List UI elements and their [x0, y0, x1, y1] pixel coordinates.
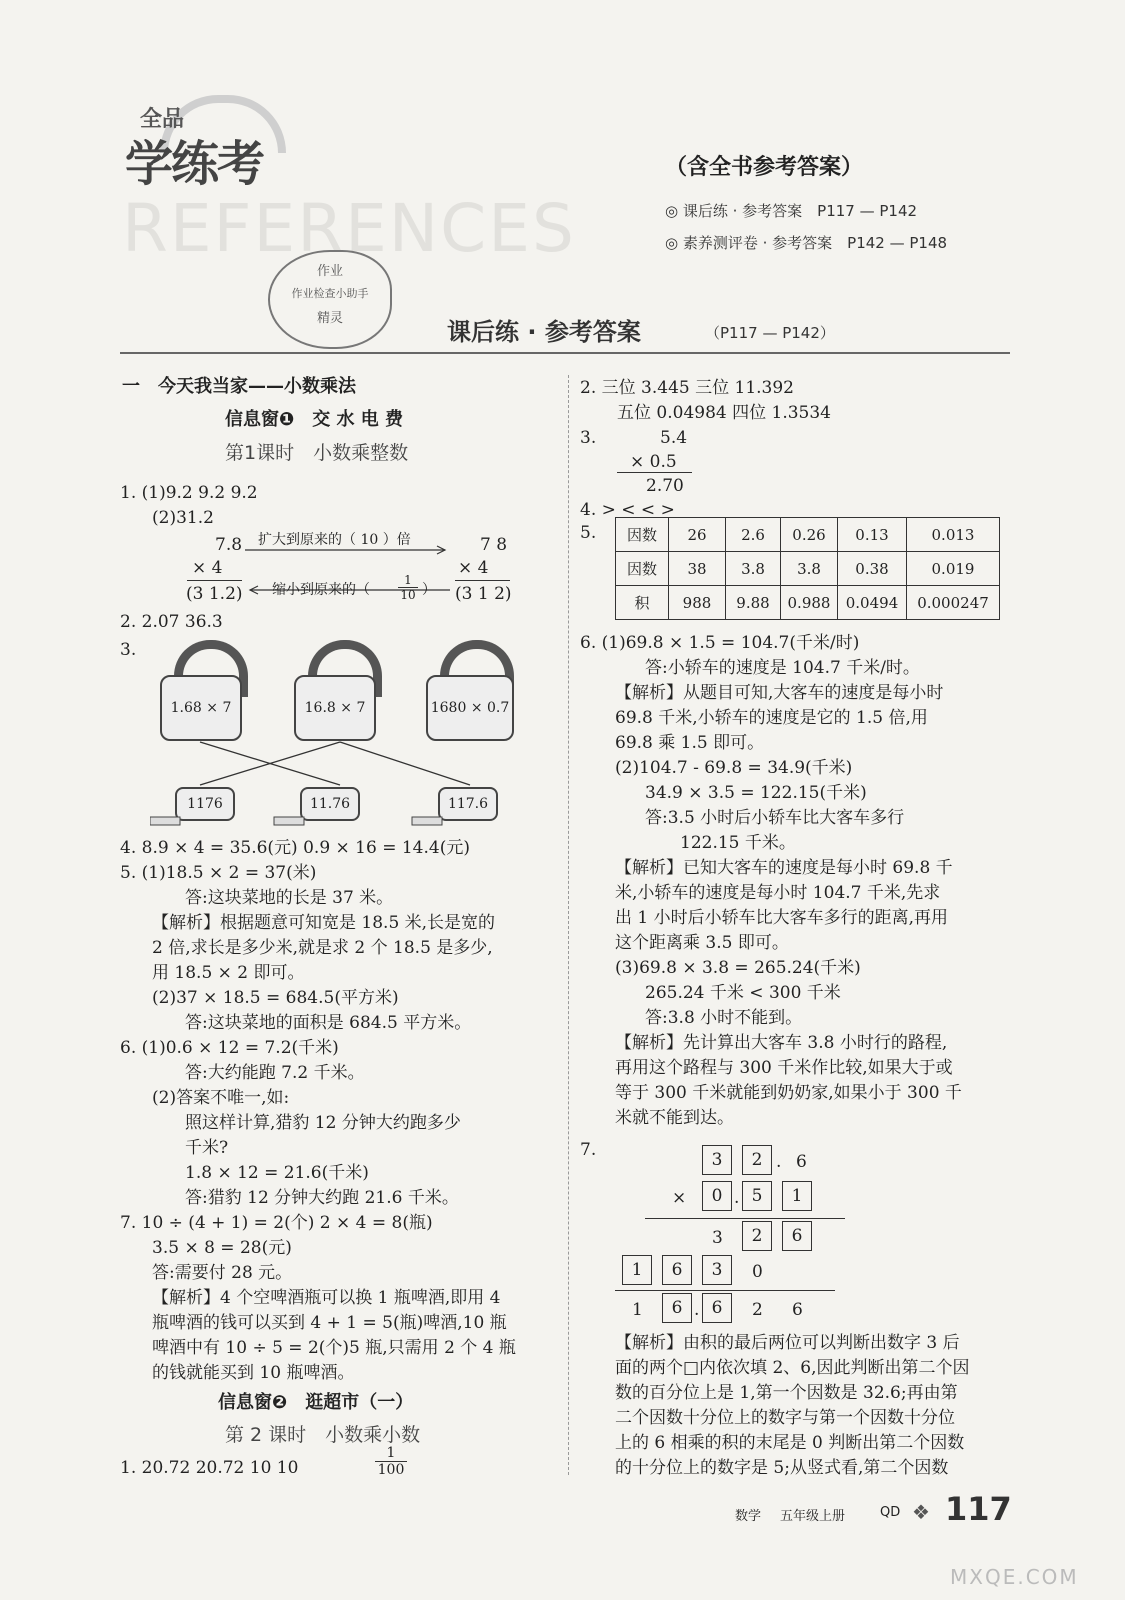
- q6-line: 照这样计算,猎豹 12 分钟大约跑多少: [185, 1113, 461, 1133]
- r-q7-expl: 面的两个□内依次填 2、6,因此判断出第二个因: [615, 1358, 970, 1378]
- q7-line: 【解析】4 个空啤酒瓶可以换 1 瓶啤酒,即用 4: [152, 1288, 501, 1308]
- q6-line: 千米?: [185, 1138, 229, 1158]
- table-cell: 0.13: [838, 518, 907, 552]
- section-divider: [120, 352, 1010, 354]
- digit-text: 6: [792, 1300, 803, 1320]
- q7-line: 瓶啤酒的钱可以买到 4 + 1 = 5(瓶)啤酒,10 瓶: [152, 1313, 507, 1333]
- stamp-line2: 作业检查小助手: [291, 287, 369, 300]
- r-q6-line: 122.15 千米。: [680, 833, 796, 853]
- r-q6-line: 【解析】已知大客车的速度是每小时 69.8 千: [615, 858, 953, 878]
- digit-box: 6: [782, 1221, 812, 1251]
- lock-1: 1.68 × 7: [160, 675, 242, 741]
- stamp-line3: 精灵: [316, 311, 343, 326]
- digit-box: 1: [782, 1181, 812, 1211]
- digit-box: 3: [702, 1255, 732, 1285]
- r-q6-line: 6. (1)69.8 × 1.5 = 104.7(千米/时): [580, 633, 860, 653]
- r-q6-line: 答:3.8 小时不能到。: [645, 1008, 803, 1028]
- key-2: 11.76: [300, 787, 360, 821]
- diagram-b-rule: [455, 580, 510, 581]
- r-q7-expl: 的十分位上的数字是 5;从竖式看,第二个因数: [615, 1458, 949, 1478]
- footer-grade: 五年级上册: [780, 1509, 846, 1524]
- r-q3-label: 3.: [580, 428, 597, 448]
- q5-line: (2)37 × 18.5 = 684.5(平方米): [152, 988, 399, 1008]
- key-1: 1176: [175, 787, 235, 821]
- q5-line: 答:这块菜地的长是 37 米。: [185, 888, 394, 908]
- key-blades-icon: [150, 812, 490, 832]
- digit-box: 6: [702, 1293, 732, 1323]
- r-q6-line: 265.24 千米 < 300 千米: [645, 983, 841, 1003]
- table-cell: 38: [669, 552, 726, 586]
- digit-text: .: [734, 1188, 740, 1208]
- r-q6-line: 出 1 小时后小轿车比大客车多行的距离,再用: [615, 908, 949, 928]
- q1-part1: 1. (1)9.2 9.2 9.2: [120, 483, 258, 503]
- info-window-2: 信息窗❷ 逛超市（一）: [218, 1392, 414, 1413]
- stamp-line1: 作业: [316, 264, 343, 279]
- diagram-a1: 7.8: [215, 535, 243, 555]
- diagram-a2: × 4: [192, 558, 223, 578]
- q5-line: 【解析】根据题意可知宽是 18.5 米,长是宽的: [152, 913, 496, 933]
- table-cell: 积: [616, 586, 669, 620]
- info-window-1: 信息窗❶ 交 水 电 费: [225, 409, 404, 430]
- lesson2-fraction: [375, 1445, 407, 1478]
- matching-lines: [160, 740, 520, 790]
- q7-line: 啤酒中有 10 ÷ 5 = 2(个)5 瓶,只需用 2 个 4 瓶: [152, 1338, 516, 1358]
- unit-title: 一 今天我当家——小数乘法: [122, 376, 356, 397]
- r-q3-b: × 0.5: [630, 452, 677, 472]
- q6-line: 1.8 × 12 = 21.6(千米): [185, 1163, 369, 1183]
- r-q6-line: 米就不能到达。: [615, 1108, 734, 1128]
- digit-text: 6: [796, 1152, 807, 1172]
- digit-box: 6: [662, 1255, 692, 1285]
- column-divider: [568, 375, 570, 1475]
- r-q3-a: 5.4: [660, 428, 688, 448]
- digit-text: 1: [632, 1300, 643, 1320]
- digit-text: ×: [672, 1188, 687, 1208]
- r-q6-line: 69.8 乘 1.5 即可。: [615, 733, 765, 753]
- r-q6-line: 米,小轿车的速度是每小时 104.7 千米,先求: [615, 883, 941, 903]
- q2: 2. 2.07 36.3: [120, 612, 223, 632]
- r-q5-label: 5.: [580, 523, 597, 543]
- r-q7-expl: 上的 6 相乘的积的末尾是 0 判断出第二个因数: [615, 1433, 965, 1453]
- r-q6-line: 答:小轿车的速度是 104.7 千米/时。: [645, 658, 920, 678]
- table-cell: 因数: [616, 518, 669, 552]
- table-cell: 9.88: [726, 586, 781, 620]
- q3: 3.: [120, 640, 137, 660]
- r-q3-c: 2.70: [646, 476, 684, 496]
- digit-box: 2: [742, 1221, 772, 1251]
- key-3: 117.6: [438, 787, 498, 821]
- digit-box: 6: [662, 1293, 692, 1323]
- table-cell: 988: [669, 586, 726, 620]
- q6-line: 答:大约能跑 7.2 千米。: [185, 1063, 365, 1083]
- r-q2-line: 五位 0.04984 四位 1.3534: [617, 403, 831, 423]
- r-q7-expl: 二个因数十分位上的数字与第一个因数十分位: [615, 1408, 955, 1428]
- r-q6-line: 等于 300 千米就能到奶奶家,如果小于 300 千: [615, 1083, 962, 1103]
- q5-line: 5. (1)18.5 × 2 = 37(米): [120, 863, 317, 883]
- r-q6-line: 【解析】先计算出大客车 3.8 小时行的路程,: [615, 1033, 948, 1053]
- lesson2-q1: 1. 20.72 20.72 10 10: [120, 1458, 299, 1478]
- table-cell: 0.0494: [838, 586, 907, 620]
- digit-text: 0: [752, 1262, 763, 1282]
- r-q6-line: 34.9 × 3.5 = 122.15(千米): [645, 783, 867, 803]
- q5-line: 答:这块菜地的面积是 684.5 平方米。: [185, 1013, 472, 1033]
- digit-box: 0: [702, 1181, 732, 1211]
- q6-line: 6. (1)0.6 × 12 = 7.2(千米): [120, 1038, 339, 1058]
- arrow2-fraction: [398, 573, 418, 602]
- fraction-denominator: 10: [398, 587, 418, 602]
- table-row: [616, 586, 1000, 620]
- r-q7-expl: 数的百分位上是 1,第一个因数是 32.6;再由第: [615, 1383, 958, 1403]
- r-q6-line: 【解析】从题目可知,大客车的速度是每小时: [615, 683, 944, 703]
- q7-line: 答:需要付 28 元。: [152, 1263, 293, 1283]
- site-watermark: MXQE.COM: [950, 1565, 1079, 1589]
- digit-text: 3: [712, 1228, 723, 1248]
- logo-top: 全品: [140, 107, 185, 132]
- table-row: [616, 552, 1000, 586]
- q7-line: 的钱就能买到 10 瓶啤酒。: [152, 1363, 355, 1383]
- vert-rule-2: [615, 1290, 835, 1291]
- table-cell: 因数: [616, 552, 669, 586]
- q6-line: 答:猎豹 12 分钟大约跑 21.6 千米。: [185, 1188, 459, 1208]
- table-cell: 0.26: [781, 518, 838, 552]
- arrow2-label: 缩小到原来的（: [272, 582, 370, 598]
- diagram-b2: × 4: [458, 558, 489, 578]
- q6-line: (2)答案不唯一,如:: [152, 1088, 290, 1108]
- table-cell: 2.6: [726, 518, 781, 552]
- fraction-numerator: 1: [386, 1445, 396, 1461]
- references-watermark: REFERENCES: [122, 190, 576, 267]
- stamp-badge: [268, 250, 392, 349]
- arrow1-label: 扩大到原来的（ 10 ）倍: [258, 532, 411, 548]
- footer-subject: 数学: [735, 1509, 762, 1524]
- logo-main: 学练考: [125, 136, 264, 192]
- table-cell: 0.019: [907, 552, 1000, 586]
- digit-box: 5: [742, 1181, 772, 1211]
- header-item: ◎ 课后练 · 参考答案 P117 — P142: [665, 202, 918, 220]
- q4: 4. 8.9 × 4 = 35.6(元) 0.9 × 16 = 14.4(元): [120, 838, 470, 858]
- r-q6-line: 再用这个路程与 300 千米作比较,如果大于或: [615, 1058, 953, 1078]
- table-row: [616, 518, 1000, 552]
- digit-text: .: [776, 1152, 782, 1172]
- r-q6-line: (2)104.7 - 69.8 = 34.9(千米): [615, 758, 853, 778]
- r-q6-line: (3)69.8 × 3.8 = 265.24(千米): [615, 958, 861, 978]
- fraction-numerator: 1: [404, 573, 412, 587]
- header-item: ◎ 素养测评卷 · 参考答案 P142 — P148: [665, 234, 948, 252]
- r-q6-line: 答:3.5 小时后小轿车比大客车多行: [645, 808, 905, 828]
- lesson-2-title: 第 2 课时 小数乘小数: [225, 1424, 421, 1446]
- q1-part2: (2)31.2: [152, 508, 214, 528]
- section-range: （P117 — P142）: [705, 324, 835, 342]
- q7-line: 3.5 × 8 = 28(元): [152, 1238, 292, 1258]
- table-cell: 0.988: [781, 586, 838, 620]
- diagram-b1: 7 8: [480, 535, 508, 555]
- lock-3: 1680 × 0.7: [426, 675, 514, 741]
- section-title: 课后练 · 参考答案: [447, 318, 641, 346]
- product-table: [615, 517, 1000, 620]
- table-cell: 0.000247: [907, 586, 1000, 620]
- digit-text: .: [694, 1300, 700, 1320]
- digit-box: 2: [742, 1145, 772, 1175]
- footer-edition: QD: [880, 1505, 901, 1520]
- digit-text: 2: [752, 1300, 763, 1320]
- q5-line: 用 18.5 × 2 即可。: [152, 963, 305, 983]
- lesson-1-title: 第1课时 小数乘整数: [225, 442, 409, 464]
- table-cell: 0.013: [907, 518, 1000, 552]
- header-title: （含全书参考答案）: [665, 155, 864, 180]
- arrow2-tail: ）: [422, 582, 436, 598]
- diagram-b3: (3 1 2): [455, 584, 512, 604]
- table-cell: 0.38: [838, 552, 907, 586]
- r-q3-rule: [617, 472, 692, 473]
- vert-rule-1: [645, 1218, 845, 1219]
- r-q2-line: 2. 三位 3.445 三位 11.392: [580, 378, 794, 398]
- r-q6-line: 69.8 千米,小轿车的速度是它的 1.5 倍,用: [615, 708, 928, 728]
- q7-line: 7. 10 ÷ (4 + 1) = 2(个) 2 × 4 = 8(瓶): [120, 1213, 433, 1233]
- table-cell: 26: [669, 518, 726, 552]
- table-cell: 3.8: [726, 552, 781, 586]
- r-q6-line: 这个距离乘 3.5 即可。: [615, 933, 789, 953]
- diamond-icon: ❖: [912, 1500, 930, 1524]
- lock-2: 16.8 × 7: [294, 675, 376, 741]
- page-number: 117: [945, 1490, 1012, 1528]
- diagram-a-rule: [187, 580, 242, 581]
- table-cell: 3.8: [781, 552, 838, 586]
- digit-box: 1: [622, 1255, 652, 1285]
- r-q7-label: 7.: [580, 1140, 597, 1160]
- r-q7-expl: 【解析】由积的最后两位可以判断出数字 3 后: [615, 1333, 960, 1353]
- fraction-denominator: 100: [375, 1461, 407, 1478]
- diagram-a3: (3 1.2): [186, 584, 243, 604]
- r-q4: 4. > < < >: [580, 500, 675, 520]
- digit-box: 3: [702, 1145, 732, 1175]
- q5-line: 2 倍,求长是多少米,就是求 2 个 18.5 是多少,: [152, 938, 493, 958]
